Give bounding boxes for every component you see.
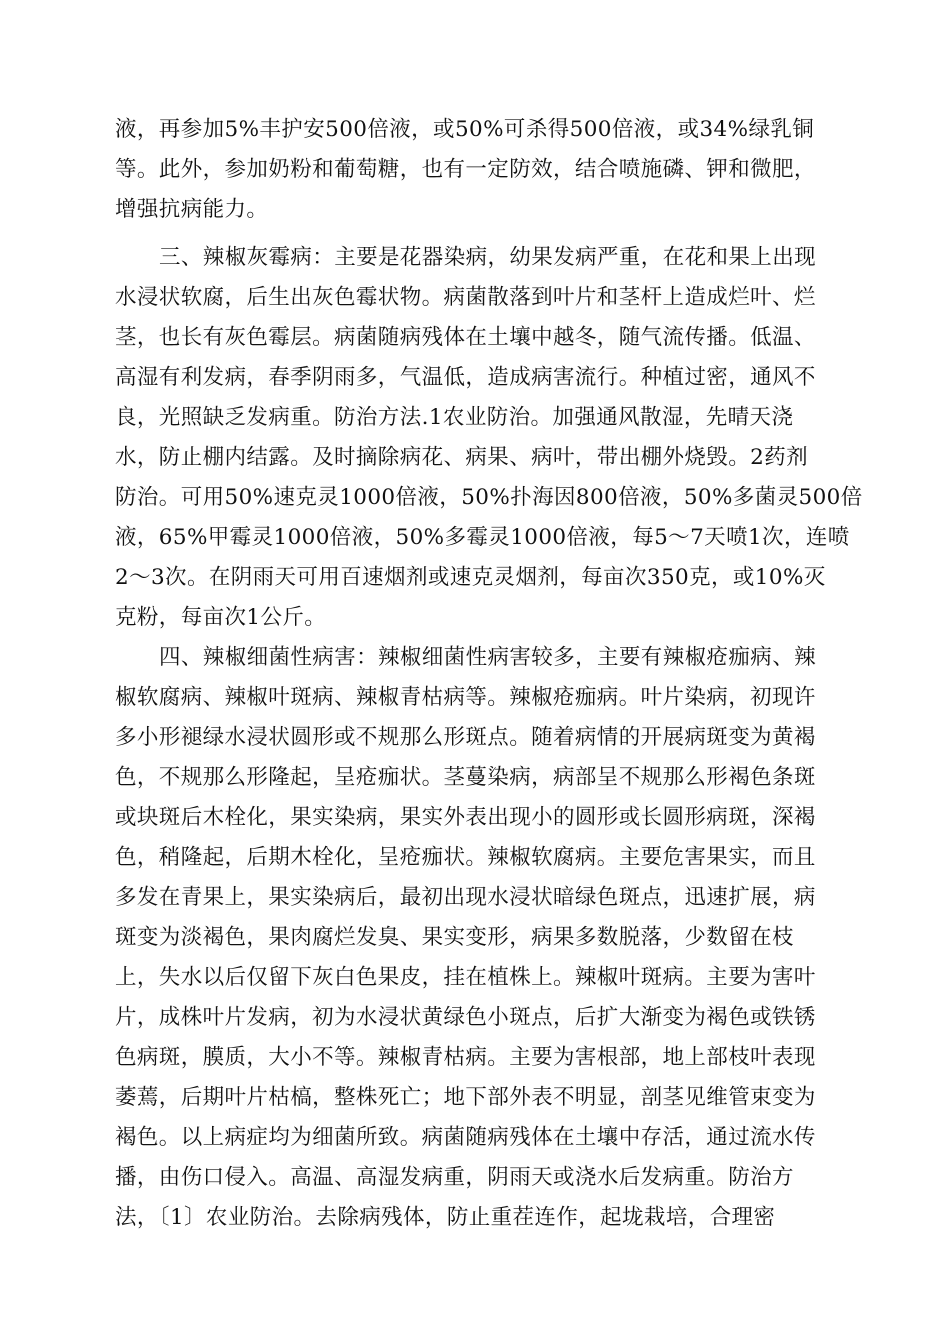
text-line: 三、辣椒灰霉病：主要是花器染病，幼果发病严重，在花和果上出现 (159, 245, 817, 270)
paragraph-gray-mold (115, 238, 863, 638)
text-line: 播，由伤口侵入。高温、高湿发病重，阴雨天或浇水后发病重。防治方 (115, 1165, 794, 1190)
text-line: 液，再参加5%丰护安500倍液，或50%可杀得500倍液，或34%绿乳铜 (115, 117, 815, 142)
text-line: 克粉，每亩次1公斤。 (115, 605, 327, 630)
text-line: 法，〔1〕农业防治。去除病残体，防止重茬连作，起垅栽培，合理密 (115, 1205, 776, 1230)
text-line: 茎，也长有灰色霉层。病菌随病残体在土壤中越冬，随气流传播。低温、 (115, 325, 816, 350)
text-line: 褐色。以上病症均为细菌所致。病菌随病残体在土壤中存活，通过流水传 (115, 1125, 816, 1150)
text-line: 椒软腐病、辣椒叶斑病、辣椒青枯病等。辣椒疮痂病。叶片染病，初现许 (115, 685, 816, 710)
text-line: 或块斑后木栓化，果实染病，果实外表出现小的圆形或长圆形病斑，深褐 (115, 805, 816, 830)
text-line: 等。此外，参加奶粉和葡萄糖，也有一定防效，结合喷施磷、钾和微肥， (115, 157, 816, 182)
paragraph-bacterial-disease (115, 638, 835, 1238)
text-line: 水，防止棚内结露。及时摘除病花、病果、病叶，带出棚外烧毁。2药剂 (115, 445, 808, 470)
text-line: 斑变为淡褐色，果肉腐烂发臭、果实变形，病果多数脱落，少数留在枝 (115, 925, 794, 950)
text-line: 色，不规那么形隆起，呈疮痂状。茎蔓染病，病部呈不规那么形褐色条斑 (115, 765, 816, 790)
text-line: 高湿有利发病，春季阴雨多，气温低，造成病害流行。种植过密，通风不 (115, 365, 816, 390)
text-line: 片，成株叶片发病，初为水浸状黄绿色小斑点，后扩大渐变为褐色或铁锈 (115, 1005, 816, 1030)
text-line: 萎蔫，后期叶片枯槁，整株死亡；地下部外表不明显，剖茎见维管束变为 (115, 1085, 816, 1110)
text-line: 增强抗病能力。 (115, 197, 269, 222)
text-line: 良，光照缺乏发病重。防治方法.1农业防治。加强通风散湿，先晴天浇 (115, 405, 794, 430)
text-line: 液，65%甲霉灵1000倍液，50%多霉灵1000倍液，每5～7天喷1次，连喷 (115, 525, 850, 550)
text-line: 水浸状软腐，后生出灰色霉状物。病菌散落到叶片和茎杆上造成烂叶、烂 (115, 285, 816, 310)
text-line: 防治。可用50%速克灵1000倍液，50%扑海因800倍液，50%多菌灵500倍 (115, 485, 863, 510)
text-line: 上，失水以后仅留下灰白色果皮，挂在植株上。辣椒叶斑病。主要为害叶 (115, 965, 816, 990)
text-line: 四、辣椒细菌性病害：辣椒细菌性病害较多，主要有辣椒疮痂病、辣 (159, 645, 817, 670)
text-line: 多小形褪绿水浸状圆形或不规那么形斑点。随着病情的开展病斑变为黄褐 (115, 725, 816, 750)
text-line: 色，稍隆起，后期木栓化，呈疮痂状。辣椒软腐病。主要危害果实，而且 (115, 845, 816, 870)
text-line: 2～3次。在阴雨天可用百速烟剂或速克灵烟剂，每亩次350克，或10%灭 (115, 565, 826, 590)
paragraph-continuation (115, 110, 835, 230)
text-line: 多发在青果上，果实染病后，最初出现水浸状暗绿色斑点，迅速扩展，病 (115, 885, 816, 910)
text-line: 色病斑，膜质，大小不等。辣椒青枯病。主要为害根部，地上部枝叶表现 (115, 1045, 816, 1070)
